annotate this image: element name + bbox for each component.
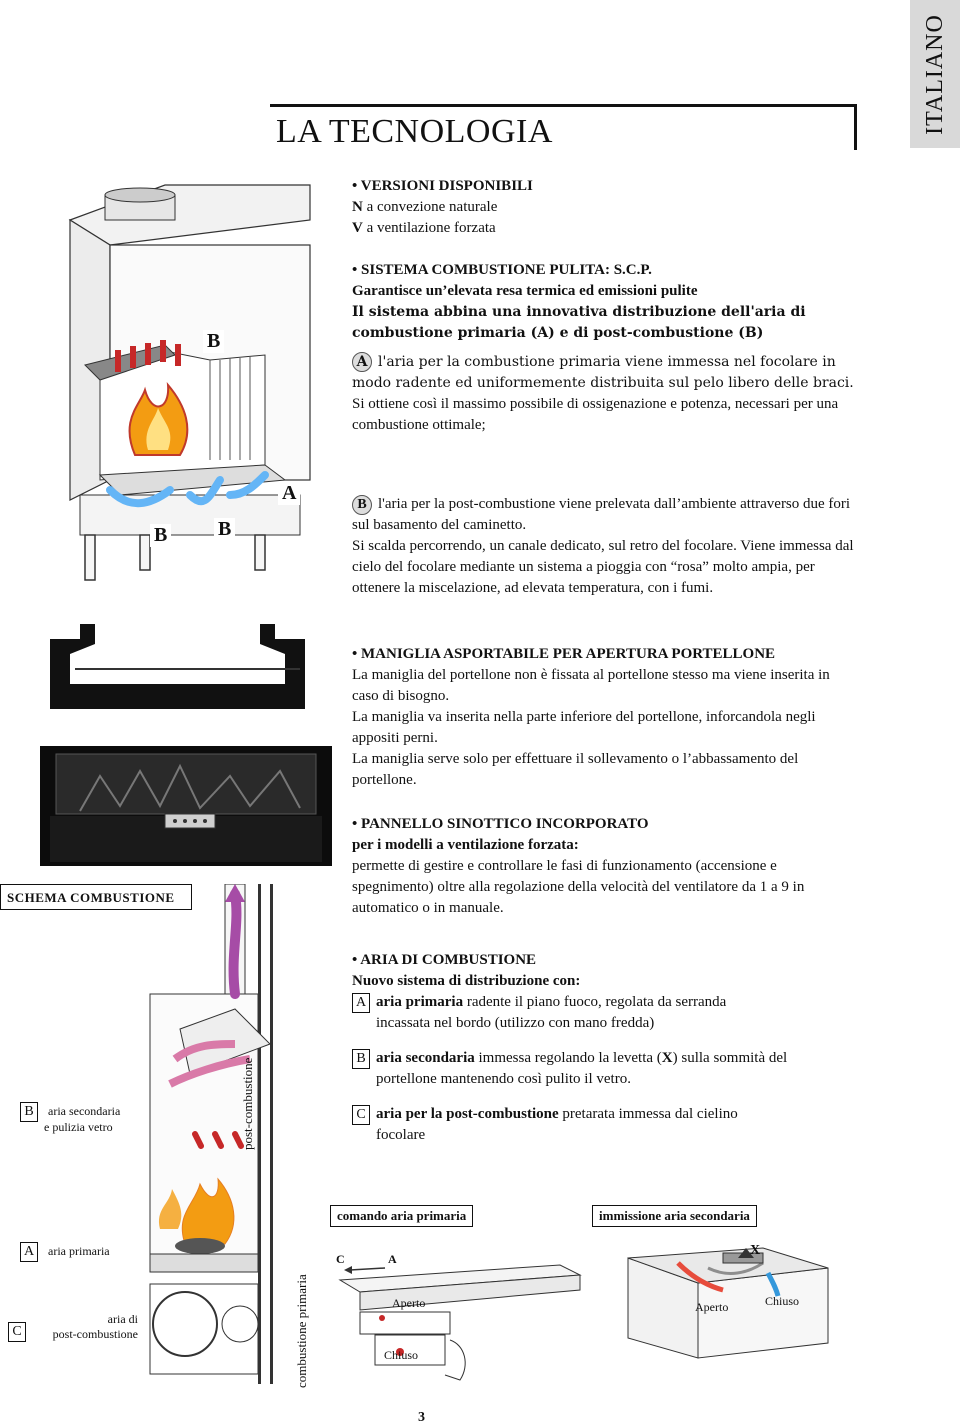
panel-p1: permette di gestire e controllare le fasi di funzionamento (accensione e spegnimento) oltre alla regolazione della velocità del ventilatore da 1 a 9 in automatico o in manuale. — [352, 858, 805, 916]
schema-vertical-primaria: combustione primaria — [294, 1274, 309, 1388]
box-b-icon: B — [352, 1049, 370, 1069]
schema-label-a: A aria primaria — [20, 1242, 110, 1262]
air-a: A aria primaria radente il piano fuoco, regolata da serranda — [352, 992, 857, 1013]
air-section — [352, 950, 857, 1146]
box-c-icon: C — [352, 1105, 370, 1125]
versions-section — [352, 176, 857, 239]
schema-box-a-icon: A — [20, 1242, 38, 1262]
box-a-icon: A — [352, 993, 370, 1013]
scp-section — [352, 260, 857, 436]
diagram-label-b-top: B — [203, 330, 224, 353]
secondary-aperto: Aperto — [695, 1300, 729, 1314]
schema-label-b-line2: e pulizia vetro — [44, 1120, 113, 1134]
panel-section — [352, 814, 857, 919]
version-n: N a convezione naturale — [352, 199, 498, 215]
air-c-2: focolare — [376, 1127, 426, 1143]
scp-a-paragraph-2: Si ottiene così il massimo possibile di ossigenazione e potenza, necessari per una combustione ottimale; — [352, 396, 839, 433]
diagram-label-a: A — [278, 482, 300, 505]
scp-heading: • SISTEMA COMBUSTIONE PULITA: S.C.P. — [352, 262, 652, 278]
schema-title: SCHEMA COMBUSTIONE — [0, 884, 192, 910]
secondary-air-caption: immissione aria secondaria — [592, 1205, 757, 1227]
page-title: LA TECNOLOGIA — [276, 113, 553, 150]
air-a-2: incassata nel bordo (utilizzo con mano fredda) — [376, 1015, 655, 1031]
handle-p1: La maniglia del portellone non è fissata al portellone stesso ma viene inserita in caso di bisogno. — [352, 667, 830, 704]
schema-box-c-icon: C — [8, 1322, 26, 1342]
scp-b-paragraph: B l'aria per la post-combustione viene prelevata dall’ambiente attraverso due fori sul basamento del caminetto. — [352, 496, 851, 533]
title-rule-end — [854, 104, 857, 150]
air-b-2: portellone mantenendo così pulito il vetro. — [376, 1071, 631, 1087]
circle-a-icon: A — [352, 352, 372, 372]
circle-b-icon: B — [352, 495, 372, 515]
handle-section — [352, 644, 857, 791]
schema-label-c — [8, 1322, 32, 1342]
fireplace-front-photo — [40, 746, 332, 866]
scp-line1: Garantisce un’elevata resa termica ed emissioni pulite — [352, 283, 698, 299]
language-tab — [910, 0, 960, 148]
secondary-air-illustration — [598, 1228, 838, 1368]
command-label-c: C — [336, 1252, 345, 1266]
scp-b-section — [352, 494, 857, 599]
handle-heading: • MANIGLIA ASPORTABILE PER APERTURA PORTELLONE — [352, 646, 776, 662]
command-chiuso: Chiuso — [384, 1348, 419, 1362]
language-label: ITALIANO — [921, 13, 948, 135]
air-heading: • ARIA DI COMBUSTIONE — [352, 952, 537, 968]
fireplace-cutaway-illustration — [40, 150, 330, 590]
schema-label-b: B aria secondaria — [20, 1102, 120, 1122]
air-c: C aria per la post-combustione pretarata immessa dal cielino — [352, 1104, 857, 1125]
panel-heading: • PANNELLO SINOTTICO INCORPORATO — [352, 816, 649, 832]
secondary-label-x: X — [750, 1243, 761, 1258]
page-number: 3 — [418, 1410, 425, 1425]
versions-heading: • VERSIONI DISPONIBILI — [352, 178, 533, 194]
schema-label-c-text: aria di post-combustione — [52, 1312, 138, 1341]
handle-p3: La maniglia serve solo per effettuare il sollevamento o l’abbassamento del portellone. — [352, 751, 799, 788]
removable-handle-illustration — [40, 624, 340, 724]
command-aperto: Aperto — [392, 1296, 426, 1310]
scp-a-paragraph: A l'aria per la combustione primaria viene immessa nel focolare in modo radente ed uniformemente distribuita sul pelo libero delle braci. — [352, 354, 854, 391]
scp-line2: Il sistema abbina una innovativa distribuzione dell'aria di combustione primaria (A) e di post-combustione (B) — [352, 304, 806, 341]
schema-box-b-icon: B — [20, 1102, 38, 1122]
panel-subheading: per i modelli a ventilazione forzata: — [352, 837, 579, 853]
diagram-label-b1: B — [150, 524, 171, 547]
secondary-chiuso: Chiuso — [765, 1294, 800, 1308]
handle-p2: La maniglia va inserita nella parte inferiore del portellone, inforcandola negli appositi perni. — [352, 709, 816, 746]
air-subheading: Nuovo sistema di distribuzione con: — [352, 973, 581, 989]
diagram-label-b2: B — [214, 518, 235, 541]
primary-air-control-illustration — [330, 1230, 590, 1400]
title-rule — [270, 104, 854, 107]
command-label-a: A — [388, 1252, 397, 1266]
scp-b-paragraph-2: Si scalda percorrendo, un canale dedicato, sul retro del focolare. Viene immessa dal cielo del focolare mediante un sistema a pioggia con “rosa” molto ampia, per ottenere la miscelazione, ad elevata temperatura, con i fumi. — [352, 538, 854, 596]
schema-vertical-post: post-combustione — [240, 1057, 255, 1150]
air-b: B aria secondaria immessa regolando la levetta (X) sulla sommità del — [352, 1048, 857, 1069]
version-v: V a ventilazione forzata — [352, 220, 496, 236]
primary-air-caption: comando aria primaria — [330, 1205, 473, 1227]
